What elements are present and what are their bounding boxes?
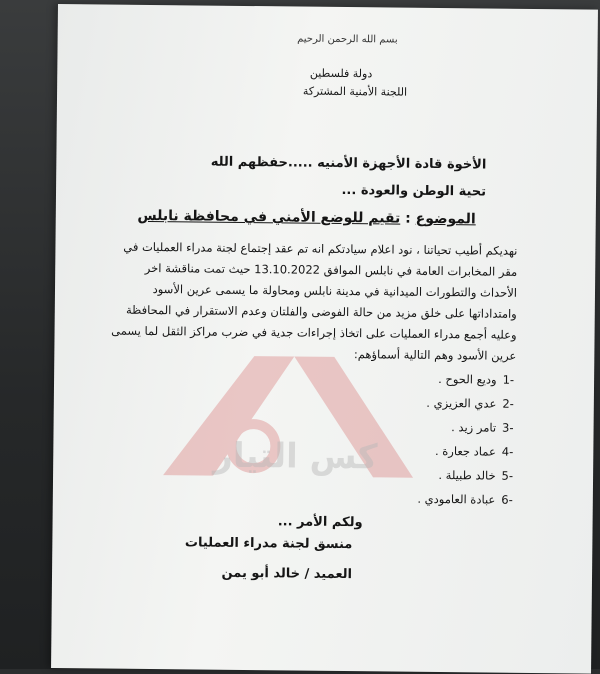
- signature-name: العميد / خالد أبو يمن: [221, 565, 353, 583]
- body-line: مقر المخابرات العامة في نابلس الموافق 13.10.2022 حيث تمت مناقشة اخر: [144, 260, 518, 279]
- signature-title: منسق لجنة مدراء العمليات: [184, 535, 353, 553]
- list-item: [435, 444, 513, 459]
- subject-label: الموضوع: [415, 210, 476, 228]
- subject-separator: :: [405, 210, 411, 227]
- closing-line: ولكم الأمر ...: [277, 514, 363, 531]
- list-number: -3: [502, 420, 514, 435]
- list-name: عدي العزيزي .: [426, 395, 497, 411]
- list-number: -5: [501, 468, 514, 483]
- subject-text: تقيم للوضع الأمني في محافظة نابلس: [137, 207, 401, 227]
- list-number: -2: [502, 396, 514, 411]
- state-heading: دولة فلسطين: [309, 66, 373, 81]
- greeting: تحية الوطن والعودة ...: [341, 182, 487, 200]
- list-name: خالد طبيلة .: [438, 468, 496, 483]
- list-item: [438, 372, 514, 387]
- list-number: -6: [501, 492, 513, 507]
- salutation: الأخوة قادة الأجهزة الأمنيه .....حفظهم الله: [210, 154, 487, 173]
- basmala: بسم الله الرحمن الرحيم: [297, 33, 398, 46]
- list-name: عبادة العامودي .: [417, 491, 496, 507]
- list-name: تامر زيد .: [451, 420, 497, 435]
- body-line: وامتداداتها على خلق مزيد من حالة الفوضى والفلتان وعدم الاستقرار في المحافظة: [125, 302, 517, 321]
- body-line: عرين الأسود وهم التالية أسماؤهم:: [353, 347, 517, 363]
- subject-line: [137, 208, 476, 228]
- body-line: نهديكم أطيب تحياتنا ، نود اعلام سيادتكم انه تم عقد إجتماع لجنة مدراء العمليات في: [123, 239, 518, 258]
- list-number: -4: [501, 444, 514, 459]
- list-item: [451, 420, 514, 435]
- list-item: [438, 468, 513, 483]
- document-page: [51, 4, 598, 674]
- list-name: وديع الحوح .: [438, 372, 497, 387]
- list-item: [426, 396, 514, 411]
- committee-heading: اللجنة الأمنية المشتركة: [302, 84, 408, 99]
- list-name: عماد جعارة .: [434, 443, 496, 459]
- body-line: وعليه أجمع مدراء العمليات على اتخاذ إجراءات جدية في ضرب مراكز الثقل لما يسمى: [111, 323, 517, 342]
- list-item: [417, 492, 513, 507]
- watermark-text: كس التيار: [213, 435, 378, 478]
- body-line: الأحداث والتطورات الميدانية في مدينة نابلس ومحاولة ما يسمى عرين الأسود: [152, 282, 518, 300]
- list-number: -1: [502, 372, 515, 387]
